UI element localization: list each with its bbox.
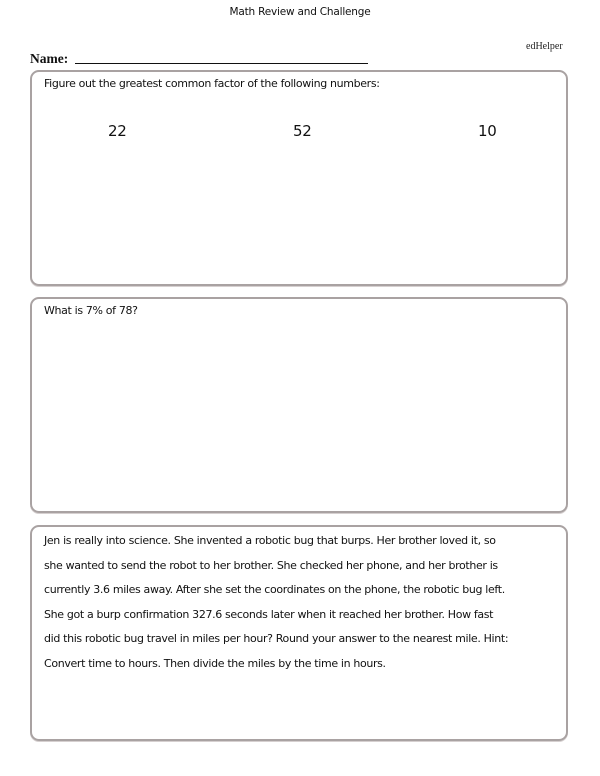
- name-label: Name:: [30, 51, 69, 66]
- gcf-number: 10: [478, 122, 497, 140]
- word-problem-line: Jen is really into science. She invented a robotic bug that burps. Her brother loved it, so: [44, 534, 496, 547]
- gcf-number: 52: [293, 122, 312, 140]
- word-problem-line: currently 3.6 miles away. After she set the coordinates on the phone, the robotic bug left.: [44, 583, 505, 596]
- gcf-number: 22: [108, 122, 127, 140]
- problem-box-word-problem[interactable]: [30, 525, 568, 741]
- word-problem-line: did this robotic bug travel in miles per hour? Round your answer to the nearest mile. Hint:: [44, 632, 509, 645]
- problem-prompt: Figure out the greatest common factor of the following numbers:: [44, 77, 380, 90]
- worksheet-title: Math Review and Challenge: [229, 6, 371, 18]
- word-problem-line: she wanted to send the robot to her brother. She checked her phone, and her brother is: [44, 558, 498, 572]
- word-problem-text: [44, 529, 558, 676]
- word-problem-line: Convert time to hours. Then divide the miles by the time in hours.: [44, 656, 386, 670]
- word-problem-line: She got a burp confirmation 327.6 seconds later when it reached her brother. How fast: [44, 607, 494, 621]
- problem-prompt: What is 7% of 78?: [44, 304, 138, 317]
- name-input-line[interactable]: [75, 63, 368, 64]
- problem-box-gcf[interactable]: [30, 70, 568, 286]
- brand-label: edHelper: [526, 41, 563, 52]
- problem-box-percent[interactable]: [30, 297, 568, 513]
